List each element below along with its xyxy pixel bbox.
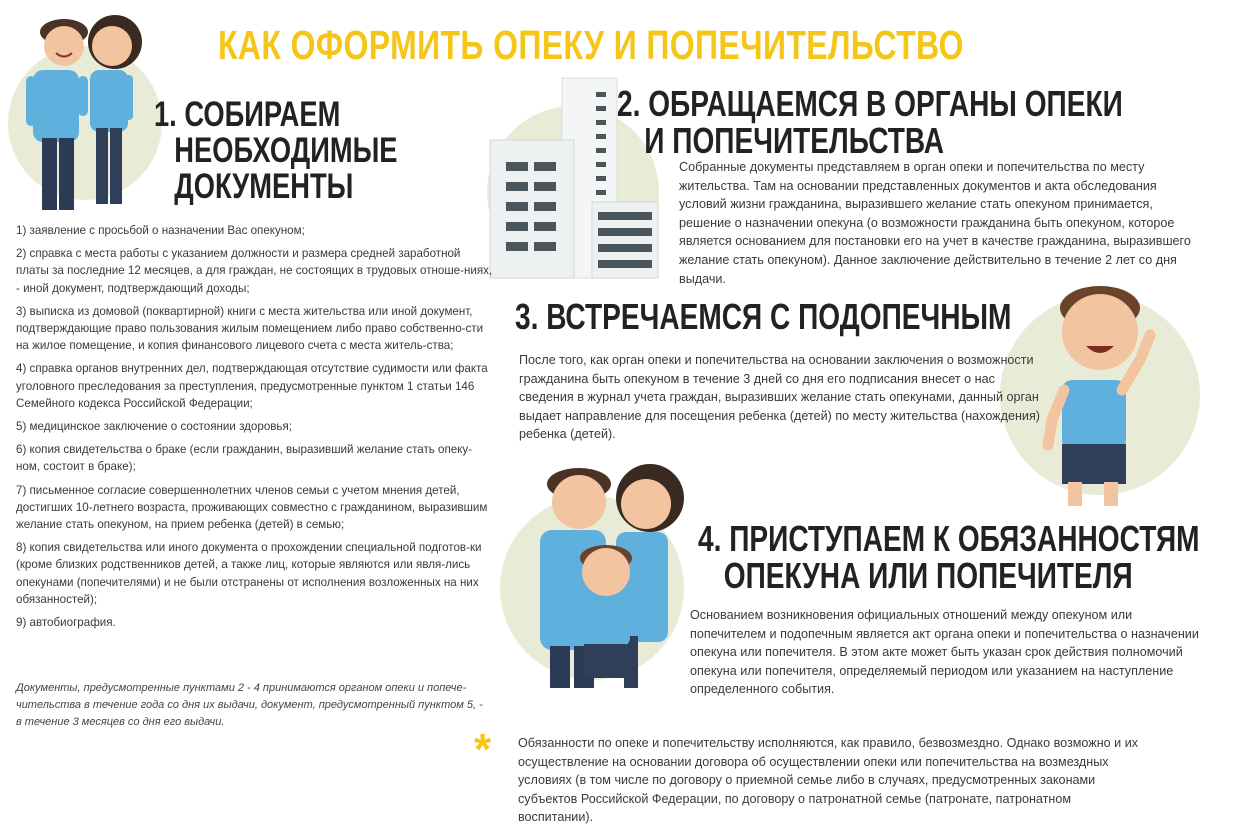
page-title: КАК ОФОРМИТЬ ОПЕКУ И ПОПЕЧИТЕЛЬСТВО — [218, 22, 964, 68]
footnote-asterisk: * — [474, 725, 492, 774]
step2-heading-line: И ПОПЕЧИТЕЛЬСТВА — [644, 120, 945, 162]
list-item: 6) копия свидетельства о браке (если гражданин, выразивший желание стать опеку-ном, состоит в браке); — [16, 443, 473, 474]
list-item: 1) заявление с просьбой о назначении Вас опекуном; — [16, 224, 305, 237]
list-item: 3) выписка из домовой (поквартирной) книги с места жительства или иной документ, подтверждающие право пользования жилым помещением либо право собственно-сти на жилое помещение, и копия финансового лицевого счета с места житель-ства; — [16, 304, 484, 353]
step4-text: Основанием возникновения официальных отношений между опекуном или попечителем и подопечным является акт органа опеки и попечительства о назначении опекуна или попечителя. В этом акте может быть указан срок действия полномочий опекуна или попечителя, определяемый периодом или указанием на наступление определенного события. — [690, 608, 1199, 697]
step3-text: После того, как орган опеки и попечительства на основании заключения о возможности гражданина быть опекуном в течение 3 дней со дня его подписания внесет о нас сведения в журнал учета граждан, выразивших желание стать опекунами, данный орган выдает направление для посещения ребенка (детей) по месту жительства (нахождения) ребенка (детей). — [519, 353, 1040, 442]
footnote-text: Обязанности по опеке и попечительству исполняются, как правило, безвозмездно. Однако возможно и их осуществление на основании договора об осуществлении опеки или попечительства на возмездных условиях (в том числе по договору о приемной семье либо в случаях, предусмотренных законами субъектов Российской Федерации, по договору о патронатной семье (патронате, патронатном воспитании). — [518, 736, 1139, 825]
step4-heading — [698, 518, 1200, 597]
list-item: 8) копия свидетельства или иного документа о прохождении специальной подготов-ки (кроме близких родственников детей, а также лиц, которые являются или явля-лись опекунами (попечителями) и не были отстранены от исполнения возложенных на них обязанностей); — [16, 541, 482, 606]
list-item: 9) автобиография. — [16, 616, 116, 630]
step4-heading-line: ОПЕКУНА ИЛИ ПОПЕЧИТЕЛЯ — [723, 555, 1133, 597]
list-item: 7) письменное согласие совершеннолетних членов семьи с учетом мнения детей, достигших 10-летнего возраста, проживающих совместно с гражданином, выразившим желание стать опекуном, на прием ребенка (детей) в семью; — [16, 483, 488, 532]
documents-validity-note: Документы, предусмотренные пунктами 2 - 4 принимаются органом опеки и попече-чительства в течение года со дня их выдачи, документ, предусмотренный пунктом 5, - в течение 3 месяцев со дня его выдачи. — [16, 682, 483, 728]
step1-heading — [154, 97, 398, 205]
step1-heading-line: ДОКУМЕНТЫ — [174, 167, 354, 207]
step1-heading-line: 1. СОБИРАЕМ — [154, 95, 341, 134]
step3-heading: 3. ВСТРЕЧАЕМСЯ С ПОДОПЕЧНЫМ — [515, 296, 1012, 337]
family-illustration — [500, 460, 710, 690]
list-item: 4) справка органов внутренних дел, подтверждающая отсутствие судимости или факта уголовного преследования за преступления, предусмотренные пунктом 1 статьи 146 Семейного кодекса Российской Федерации; — [16, 362, 488, 410]
step2-heading-line: 2. ОБРАЩАЕМСЯ В ОРГАНЫ ОПЕКИ — [617, 83, 1123, 124]
step1-heading-line: НЕОБХОДИМЫЕ — [174, 131, 398, 171]
step2-text: Собранные документы представляем в орган опеки и попечительства по месту жительства. Там на основании представленных документов и акта обследования условий жизни гражданина, выразившего желание стать опекуном принимается, решение о назначении опекуна (о возможности гражданина быть опекуном, которое является основанием для постановки его на учет в качестве гражданина, выразившего желание стать опекуном). Данное заключение действительно в течение 2 лет со дня выдачи. — [679, 160, 1191, 286]
list-item: 2) справка с места работы с указанием должности и размера средней заработной платы за последние 12 месяцев, а для граждан, не состоящих в трудовых отноше-ниях, - иной документ, подтверждающий доходы; — [16, 247, 493, 295]
step4-heading-line: 4. ПРИСТУПАЕМ К ОБЯЗАННОСТЯМ — [698, 518, 1200, 559]
document-list — [16, 222, 494, 637]
step2-heading — [617, 83, 1123, 162]
list-item: 5) медицинское заключение о состоянии здоровья; — [16, 420, 292, 434]
